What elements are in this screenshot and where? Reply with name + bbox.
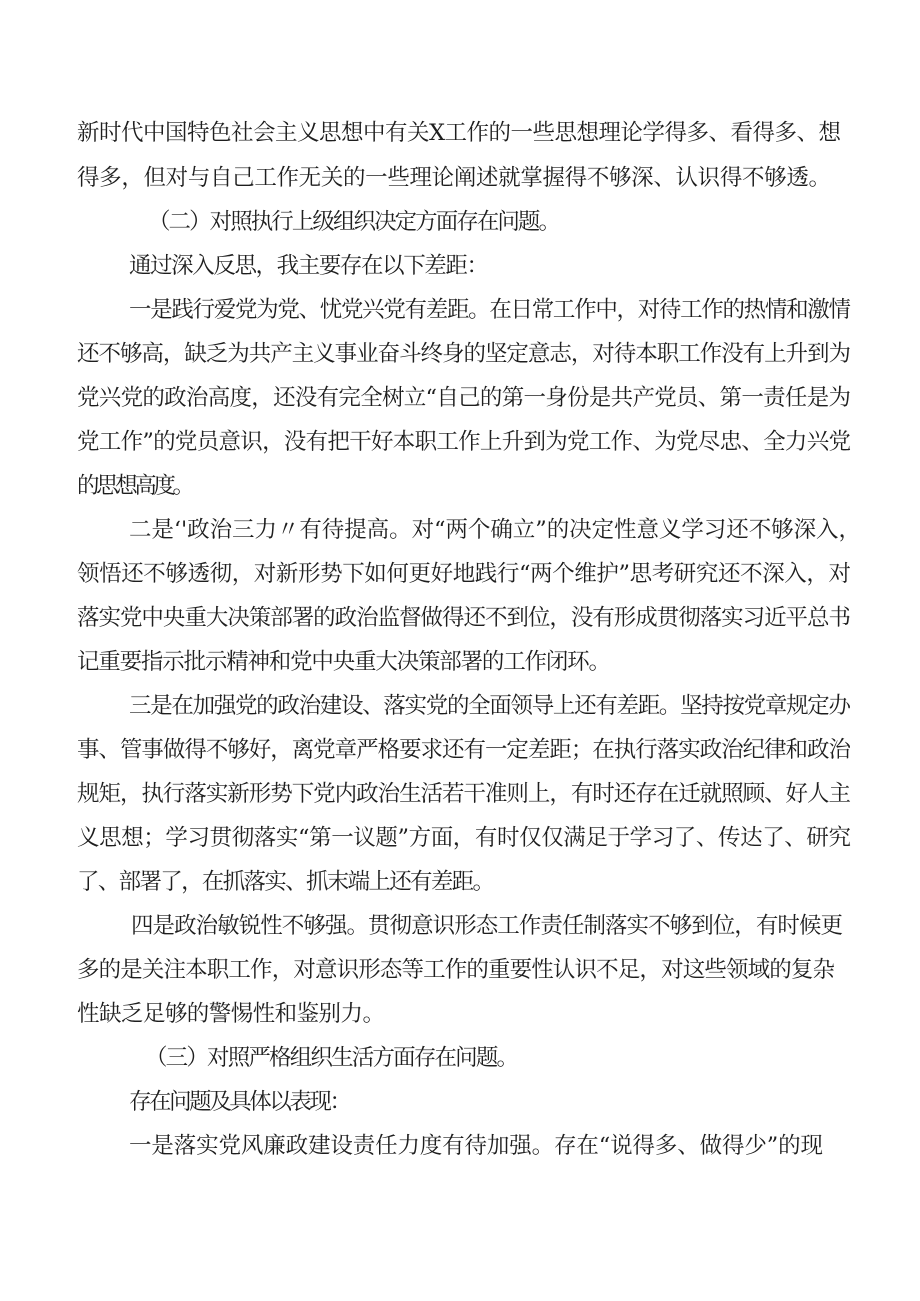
section-heading: （二）对照执行上级组织决定方面存在问题。 — [148, 209, 560, 235]
text-line: 新时代中国特色社会主义思想中有关X工作的一些思想理论学得多、看得多、想 — [77, 120, 841, 146]
text-line: 党兴党的政治高度，还没有完全树立“自己的第一身份是共产党员、第一责任是为 — [77, 385, 851, 411]
text-line: 一是践行爱党为党、忧党兴党有差距。在日常工作中，对待工作的热情和激情 — [129, 297, 850, 323]
text-line: 领悟还不够透彻，对新形势下如何更好地践行“两个维护”思考研究还不深入，对 — [77, 561, 851, 587]
text-line: 了、部署了，在抓落实、抓末端上还有差距。 — [77, 869, 494, 895]
text-line: 性缺乏足够的警惕性和鉴别力。 — [77, 1001, 385, 1027]
text-line: 三是在加强党的政治建设、落实党的全面领导上还有差距。坚持按党章规定办 — [129, 693, 850, 719]
text-line: 得多，但对与自己工作无关的一些理论阐述就掌握得不够深、认识得不够透。 — [77, 165, 831, 191]
text-line: 二是‘'政治三力〃有待提高。对“两个确立”的决定性意义学习还不够深入， — [129, 517, 861, 543]
text-line: 多的是关注本职工作，对意识形态等工作的重要性认识不足，对这些领域的复杂 — [77, 957, 835, 983]
text-line: 落实党中央重大决策部署的政治监督做得还不到位，没有形成贯彻落实习近平总书 — [77, 605, 850, 631]
text-line: 一是落实党风廉政建设责任力度有待加强。存在“说得多、做得少”的现 — [129, 1133, 823, 1159]
text-line: 还不够高，缺乏为共产主义事业奋斗终身的坚定意志，对待本职工作没有上升到为 — [77, 341, 850, 367]
text-line: 存在问题及具体以表现： — [129, 1089, 350, 1115]
text-line: 义思想；学习贯彻落实“第一议题”方面，有时仅仅满足于学习了、传达了、研究 — [77, 825, 851, 851]
text-line: 通过深入反思，我主要存在以下差距： — [129, 253, 488, 279]
text-line: 的思想高度。 — [77, 473, 192, 499]
section-heading: （三）对照严格组织生活方面存在问题。 — [145, 1045, 518, 1071]
text-line: 事、管事做得不够好，离党章严格要求还有一定差距；在执行落实政治纪律和政治 — [77, 737, 850, 763]
text-line: 四是政治敏锐性不够强。贯彻意识形态工作责任制落实不够到位，有时候更 — [131, 913, 843, 939]
text-line: 规矩，执行落实新形势下党内政治生活若干准则上，有时还存在迁就照顾、好人主 — [77, 781, 850, 807]
text-line: 党工作”的党员意识，没有把干好本职工作上升到为党工作、为党尽忠、全力兴党 — [77, 429, 851, 455]
text-line: 记重要指示批示精神和党中央重大决策部署的工作闭环。 — [77, 649, 610, 675]
